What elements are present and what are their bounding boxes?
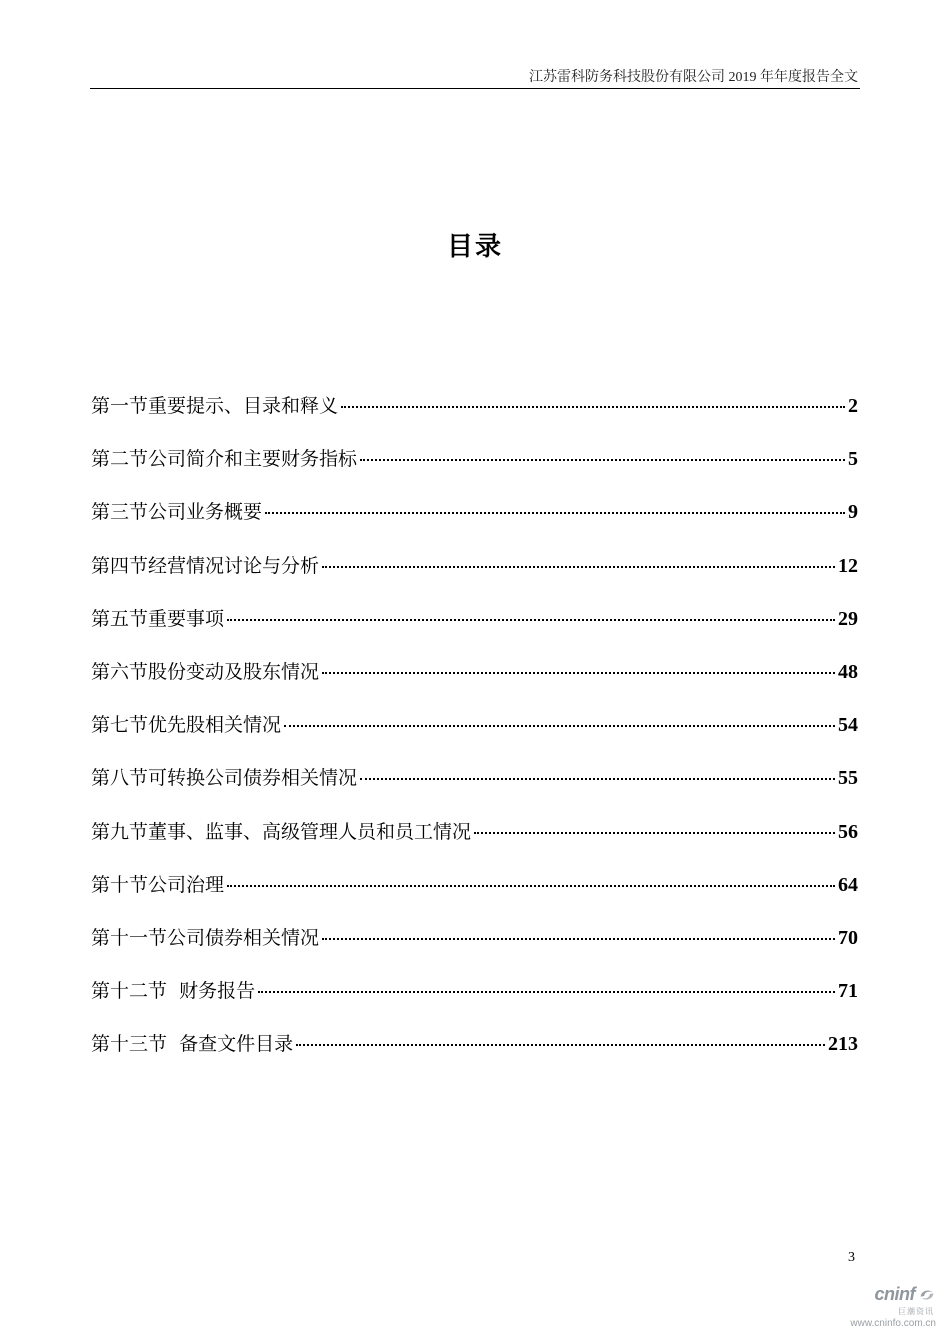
toc-entry-label: 第八节可转换公司债券相关情况 (91, 767, 358, 790)
toc-entry-7[interactable] (91, 710, 858, 763)
toc-leader-dots (360, 778, 835, 780)
toc-entry-11[interactable] (91, 923, 858, 976)
toc-leader-dots (322, 566, 835, 568)
toc-entry-page: 71 (838, 980, 858, 1003)
toc-entry-page: 12 (838, 554, 858, 577)
toc-entry-label: 第三节公司业务概要 (91, 501, 263, 524)
toc-entry-page: 70 (838, 926, 858, 949)
toc-leader-dots (296, 1044, 825, 1046)
toc-leader-dots (341, 406, 845, 408)
toc-leader-dots (265, 512, 845, 514)
toc-entry-8[interactable] (91, 763, 858, 816)
toc-entry-page: 5 (848, 448, 858, 471)
toc-entry-label: 第一节重要提示、目录和释义 (91, 395, 339, 417)
swirl-logo-icon (918, 1286, 936, 1304)
toc-entry-page: 9 (848, 501, 858, 524)
toc-entry-2[interactable] (91, 444, 858, 497)
watermark-brand: cninf (874, 1284, 915, 1304)
toc-entry-page: 29 (838, 607, 858, 630)
watermark-logo (875, 1284, 937, 1305)
toc-entry-9[interactable] (91, 817, 858, 870)
toc-entry-page: 56 (838, 820, 858, 843)
toc-entry-page: 54 (838, 714, 858, 737)
toc-entry-label: 第十二节 财务报告 (91, 980, 256, 1003)
toc-entry-label: 第四节经营情况讨论与分析 (91, 554, 320, 577)
toc-entry-label: 第七节优先股相关情况 (91, 714, 282, 737)
toc-entry-13[interactable] (91, 1029, 858, 1082)
toc-entry-label: 第六节股份变动及股东情况 (91, 660, 320, 683)
toc-entry-label: 第五节重要事项 (91, 607, 225, 630)
toc-entry-label: 第十三节 备查文件目录 (91, 1033, 294, 1056)
toc-entry-4[interactable] (91, 551, 858, 604)
toc-entry-page: 55 (838, 767, 858, 790)
toc-entry-label: 第十节公司治理 (91, 873, 225, 896)
toc-entry-6[interactable] (91, 657, 858, 710)
toc-entry-page: 213 (828, 1033, 858, 1056)
toc-leader-dots (360, 459, 845, 461)
toc-leader-dots (227, 885, 835, 887)
toc-leader-dots (284, 725, 835, 727)
toc-leader-dots (474, 832, 835, 834)
toc-entry-5[interactable] (91, 604, 858, 657)
toc-entry-label: 第九节董事、监事、高级管理人员和员工情况 (91, 820, 472, 843)
table-of-contents (91, 391, 858, 1082)
toc-entry-page: 2 (848, 395, 858, 417)
report-header-title: 江苏雷科防务科技股份有限公司 2019 年年度报告全文 (529, 70, 858, 85)
toc-entry-10[interactable] (91, 870, 858, 923)
toc-entry-label: 第二节公司简介和主要财务指标 (91, 448, 358, 471)
page-title: 目录 (446, 232, 503, 262)
watermark-subtitle: 巨潮资讯 (898, 1307, 934, 1316)
toc-entry-12[interactable] (91, 976, 858, 1029)
toc-leader-dots (322, 672, 835, 674)
page-number: 3 (848, 1250, 855, 1265)
cninfo-watermark (816, 1284, 936, 1334)
toc-leader-dots (227, 619, 835, 621)
toc-entry-page: 64 (838, 873, 858, 896)
toc-entry-1[interactable] (91, 391, 858, 444)
watermark-url: www.cninfo.com.cn (850, 1318, 936, 1329)
toc-entry-page: 48 (838, 660, 858, 683)
header-divider (90, 88, 860, 89)
toc-leader-dots (258, 991, 835, 993)
toc-entry-label: 第十一节公司债券相关情况 (91, 926, 320, 949)
toc-leader-dots (322, 938, 835, 940)
toc-entry-3[interactable] (91, 497, 858, 550)
